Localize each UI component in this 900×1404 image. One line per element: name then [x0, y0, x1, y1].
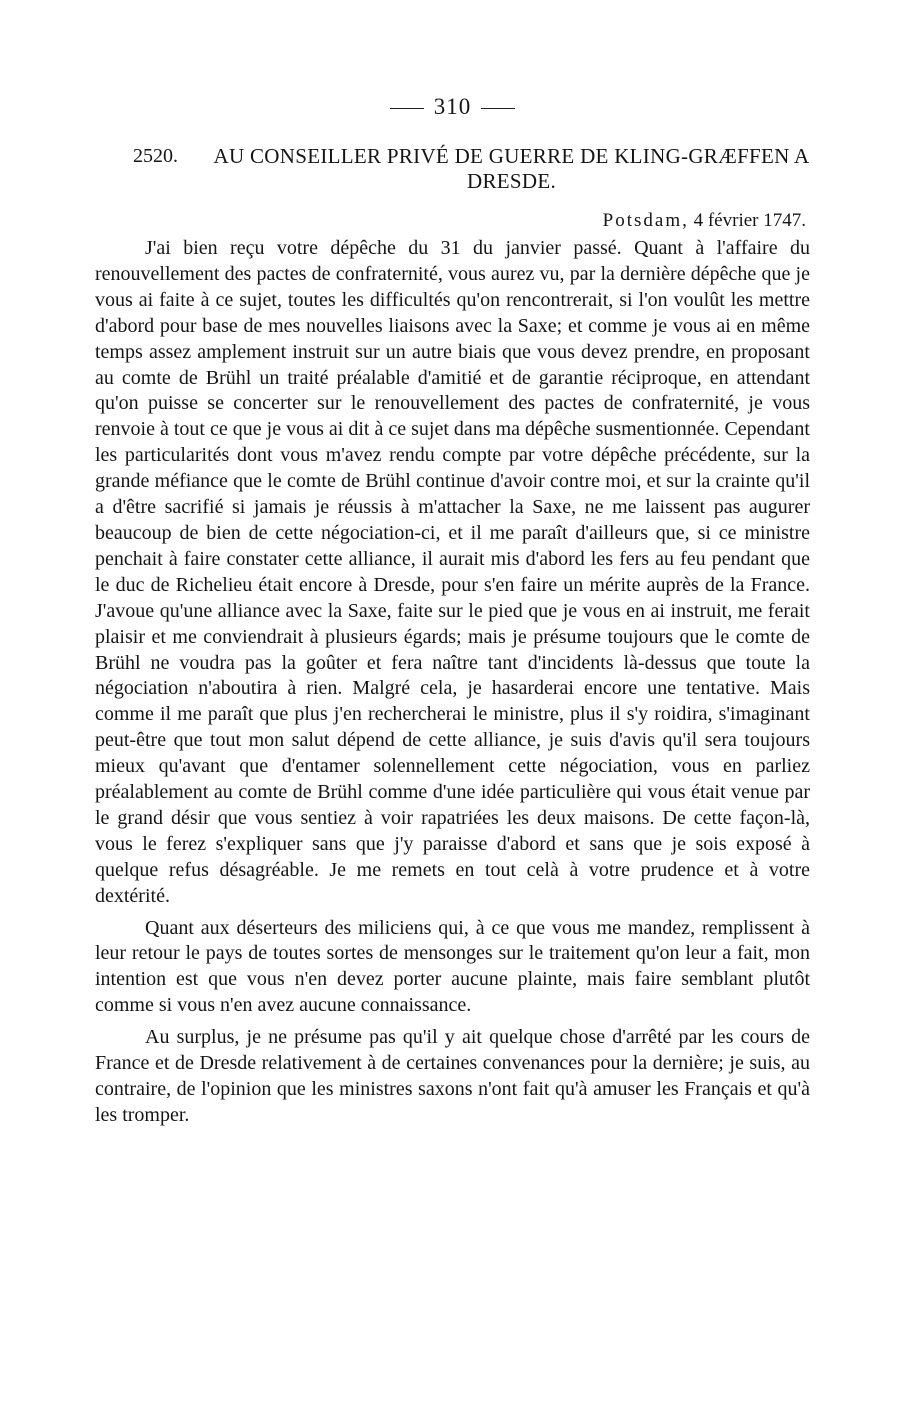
- letter-number: 2520.: [133, 145, 178, 167]
- dateline: [95, 208, 810, 234]
- body-paragraph: Quant aux déserteurs des miliciens qui, à ce que vous me mandez, remplissent à leur retour le pays de toutes sortes de mensonges sur le traitement qu'on leur a fait, mon intention est que vous n'en devez porter aucune plainte, mais faire semblant plutôt comme si vous n'en avez aucune connaissance.: [95, 916, 810, 1017]
- body-paragraph: Au surplus, je ne présume pas qu'il y ait quelque chose d'arrêté par les cours de France et de Dresde relativement à de certaines convenances pour la dernière; je suis, au contraire, de l'opinion que les ministres saxons n'ont fait qu'à amuser les Français et qu'à les tromper.: [95, 1026, 810, 1126]
- right-dash: [481, 108, 515, 109]
- body-paragraph: J'ai bien reçu votre dépêche du 31 du janvier passé. Quant à l'affaire du renouvellement des pactes de confraternité, vous aurez vu, par la dernière dépêche que je vous ai faite à ce sujet, toutes les difficultés qu'on rencontrerait, si l'on voulût les mettre d'abord pour base de mes nouvelles liaisons avec la Saxe; et comme je vous ai en même temps assez amplement instruit sur un autre biais que vous devez prendre, en proposant au comte de Brühl un traité préalable d'amitié et de garantie réciproque, en attendant qu'on puisse se concerter sur le renouvellement des pactes de confraternité, je vous renvoie à tout ce que je vous ai dit à ce sujet dans ma dépêche susmentionnée. Cependant les particularités dont vous m'avez rendu compte par votre dépêche précédente, sur la grande méfiance que le comte de Brühl continue d'avoir contre moi, et sur la crainte qu'il a d'être sacrifié si jamais je réussis à m'attacher la Saxe, ne me laissent pas augurer beaucoup de bien de cette négociation-ci, et il me paraît d'ailleurs que, si ce ministre penchait à faire constater cette alliance, il aurait mis d'abord les fers au feu pendant que le duc de Richelieu était encore à Dresde, pour s'en faire un mérite auprès de la France. J'avoue qu'une alliance avec la Saxe, faite sur le pied que je vous en ai instruit, me ferait plaisir et me conviendrait à plusieurs égards; mais je présume toujours que le comte de Brühl ne voudra pas la goûter et fera naître tant d'incidents là-dessus que toute la négociation n'aboutira à rien. Malgré cela, je hasarderai encore une tentative. Mais comme il me paraît que plus j'en rechercherai le ministre, plus il s'y roidira, s'imaginant peut-être que tout mon salut dépend de cette alliance, je suis d'avis qu'il sera toujours mieux qu'avant que d'entamer solennellement cette négociation, vous en parliez préalablement au comte de Brühl comme d'une idée particulière qui vous était venue par le grand désir que vous sentiez à voir rapatriées les deux maisons. De cette façon-là, vous le ferez s'expliquer sans que j'y paraisse d'abord et sans que je sois exposé à quelque refus désagréable. Je me remets en tout celà à votre prudence et à votre dextérité.: [95, 237, 810, 907]
- dateline-date: 4 février 1747.: [693, 210, 806, 231]
- page-number-line: [95, 92, 810, 122]
- page-number: 310: [433, 94, 472, 119]
- document-page: [95, 92, 810, 1129]
- letter-title: AU CONSEILLER PRIVÉ DE GUERRE DE KLING-GRÆFFEN A DRESDE.: [213, 144, 810, 193]
- left-dash: [390, 108, 424, 109]
- letter-heading: [95, 144, 810, 194]
- dateline-place: Potsdam,: [602, 210, 689, 231]
